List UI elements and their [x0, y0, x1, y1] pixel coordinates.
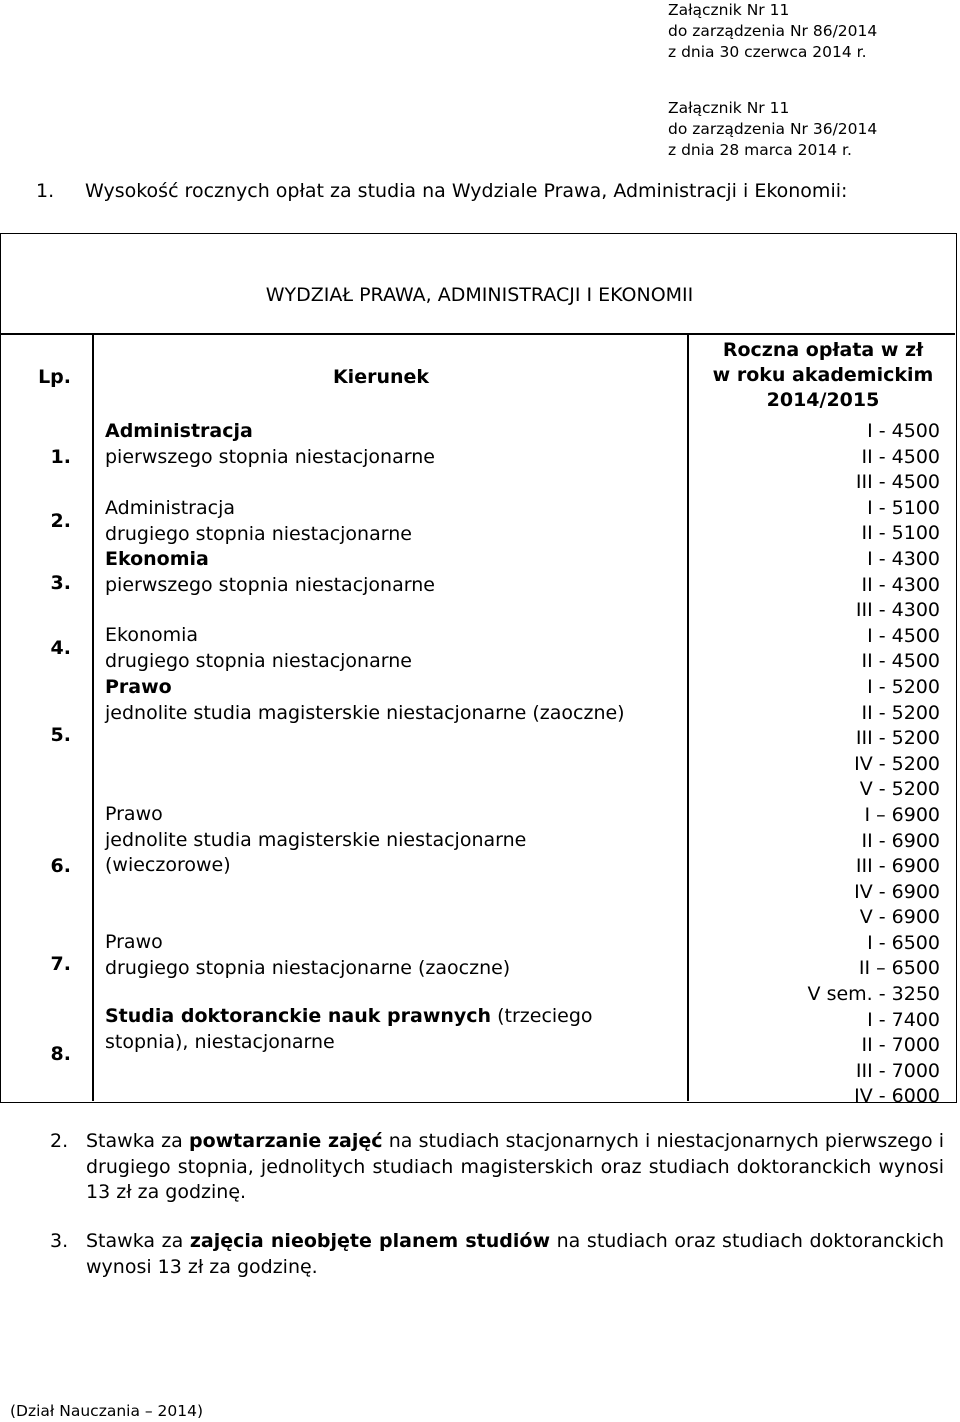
- row-number: 8.: [50, 1043, 71, 1065]
- annex-header-previous: [668, 98, 877, 161]
- section-number: 2.: [50, 1130, 69, 1152]
- fee-value: I – 6900: [864, 803, 940, 826]
- text-fragment: na studiach oraz studiach doktoranckich wynosi 13 zł za godzinę.: [86, 1230, 944, 1278]
- program-entry: [105, 930, 510, 981]
- fee-value: IV - 6900: [854, 880, 940, 903]
- footer-note: (Dział Nauczania – 2014): [10, 1402, 204, 1420]
- fee-value: I - 5100: [867, 496, 940, 519]
- program-description: jednolite studia magisterskie niestacjonarne: [105, 828, 527, 851]
- row-number: 1.: [50, 446, 71, 468]
- program-description: pierwszego stopnia niestacjonarne: [105, 573, 435, 596]
- section-text: [86, 1129, 944, 1206]
- program-entry: [105, 547, 435, 598]
- annex-line: Załącznik Nr 11: [668, 99, 790, 117]
- program-entry: [105, 675, 625, 726]
- program-description: stopnia), niestacjonarne: [105, 1030, 335, 1053]
- program-description: jednolite studia magisterskie niestacjonarne (zaoczne): [105, 701, 625, 724]
- fee-value: III - 4500: [855, 471, 940, 494]
- fee-value: III - 5200: [855, 727, 940, 750]
- fee-value: I - 4500: [867, 624, 940, 647]
- fee-value: III - 7000: [855, 1059, 940, 1082]
- row-number: 5.: [50, 724, 71, 746]
- annex-line: z dnia 30 czerwca 2014 r.: [668, 43, 867, 61]
- column-header-line: Roczna opłata w zł: [722, 339, 924, 361]
- section-text: [86, 1229, 944, 1280]
- fee-value: II - 6900: [861, 829, 940, 852]
- fee-value: II - 4500: [861, 445, 940, 468]
- table-divider: [92, 334, 94, 1101]
- program-name: Ekonomia: [105, 624, 199, 646]
- program-description: drugiego stopnia niestacjonarne (zaoczne): [105, 956, 511, 979]
- text-fragment: Stawka za: [86, 1230, 190, 1252]
- program-name: Administracja: [105, 497, 236, 519]
- section-number: 1.: [36, 180, 55, 202]
- fee-value: II - 5200: [861, 701, 940, 724]
- program-entry: [105, 802, 526, 879]
- column-header-line: 2014/2015: [766, 389, 880, 411]
- faculty-title: WYDZIAŁ PRAWA, ADMINISTRACJI I EKONOMII: [265, 284, 694, 306]
- fee-value: I - 7400: [867, 1008, 940, 1031]
- fee-value: V sem. - 3250: [807, 983, 940, 1006]
- program-name: Administracja: [105, 420, 253, 442]
- fee-value: IV - 5200: [854, 752, 940, 775]
- fee-value: III - 4300: [855, 599, 940, 622]
- program-description: drugiego stopnia niestacjonarne: [105, 522, 412, 545]
- program-entry: [105, 623, 412, 674]
- fee-value: II – 6500: [858, 957, 940, 980]
- program-entry: [105, 1004, 593, 1055]
- fee-value: II - 7000: [861, 1034, 940, 1057]
- text-emphasis: zajęcia nieobjęte planem studiów: [189, 1230, 551, 1252]
- annex-line: Załącznik Nr 11: [668, 1, 790, 19]
- annex-header-current: [668, 0, 877, 63]
- text-fragment: Stawka za: [86, 1130, 189, 1152]
- row-number: 7.: [50, 953, 71, 975]
- fee-table: [0, 233, 957, 1108]
- program-description: drugiego stopnia niestacjonarne: [105, 649, 412, 672]
- text-emphasis: powtarzanie zajęć: [188, 1130, 383, 1152]
- text-fragment: na studiach stacjonarnych i niestacjonarnych pierwszego i drugiego stopnia, jednolitych studiach magisterskich oraz studiach doktoranckich wynosi 13 zł za godzinę.: [86, 1130, 945, 1204]
- fee-value: V - 5200: [859, 778, 940, 801]
- row-number: 2.: [50, 510, 71, 532]
- section-1-heading: [36, 180, 847, 202]
- fee-value: V - 6900: [859, 906, 940, 929]
- column-header-lp: Lp.: [38, 366, 71, 388]
- annex-line: z dnia 28 marca 2014 r.: [668, 141, 852, 159]
- fee-list: [808, 419, 940, 1110]
- column-header-kierunek: Kierunek: [332, 366, 430, 388]
- column-header-line: w roku akademickim: [712, 364, 934, 386]
- fee-value: II - 5100: [861, 522, 940, 545]
- program-name: Prawo: [105, 676, 172, 698]
- program-name: Studia doktoranckie nauk prawnych: [105, 1005, 492, 1027]
- row-number: 3.: [50, 572, 71, 594]
- annex-line: do zarządzenia Nr 86/2014: [668, 22, 878, 40]
- section-text: Wysokość rocznych opłat za studia na Wydziale Prawa, Administracji i Ekonomii:: [85, 180, 848, 202]
- fee-value: I - 5200: [867, 675, 940, 698]
- fee-value: II - 4300: [861, 573, 940, 596]
- fee-value: I - 4500: [867, 420, 940, 442]
- program-name: Prawo: [105, 803, 163, 825]
- annex-line: do zarządzenia Nr 36/2014: [668, 120, 878, 138]
- program-name-suffix: (trzeciego: [491, 1005, 593, 1027]
- section-number: 3.: [50, 1230, 69, 1252]
- program-description: (wieczorowe): [105, 854, 231, 877]
- row-number: 4.: [50, 637, 71, 659]
- program-description: pierwszego stopnia niestacjonarne: [105, 445, 435, 468]
- table-divider: [1, 333, 955, 335]
- table-divider: [687, 334, 689, 1101]
- program-entry: [105, 419, 435, 470]
- fee-value: IV - 6000: [854, 1085, 940, 1108]
- fee-value: III - 6900: [855, 855, 940, 878]
- program-name: Ekonomia: [105, 548, 209, 570]
- program-entry: [105, 496, 412, 547]
- column-header-fee: [688, 338, 958, 413]
- fee-value: I - 6500: [867, 931, 940, 954]
- program-name: Prawo: [105, 931, 163, 953]
- fee-value: I - 4300: [867, 547, 940, 570]
- row-number: 6.: [50, 855, 71, 877]
- fee-value: II - 4500: [861, 650, 940, 673]
